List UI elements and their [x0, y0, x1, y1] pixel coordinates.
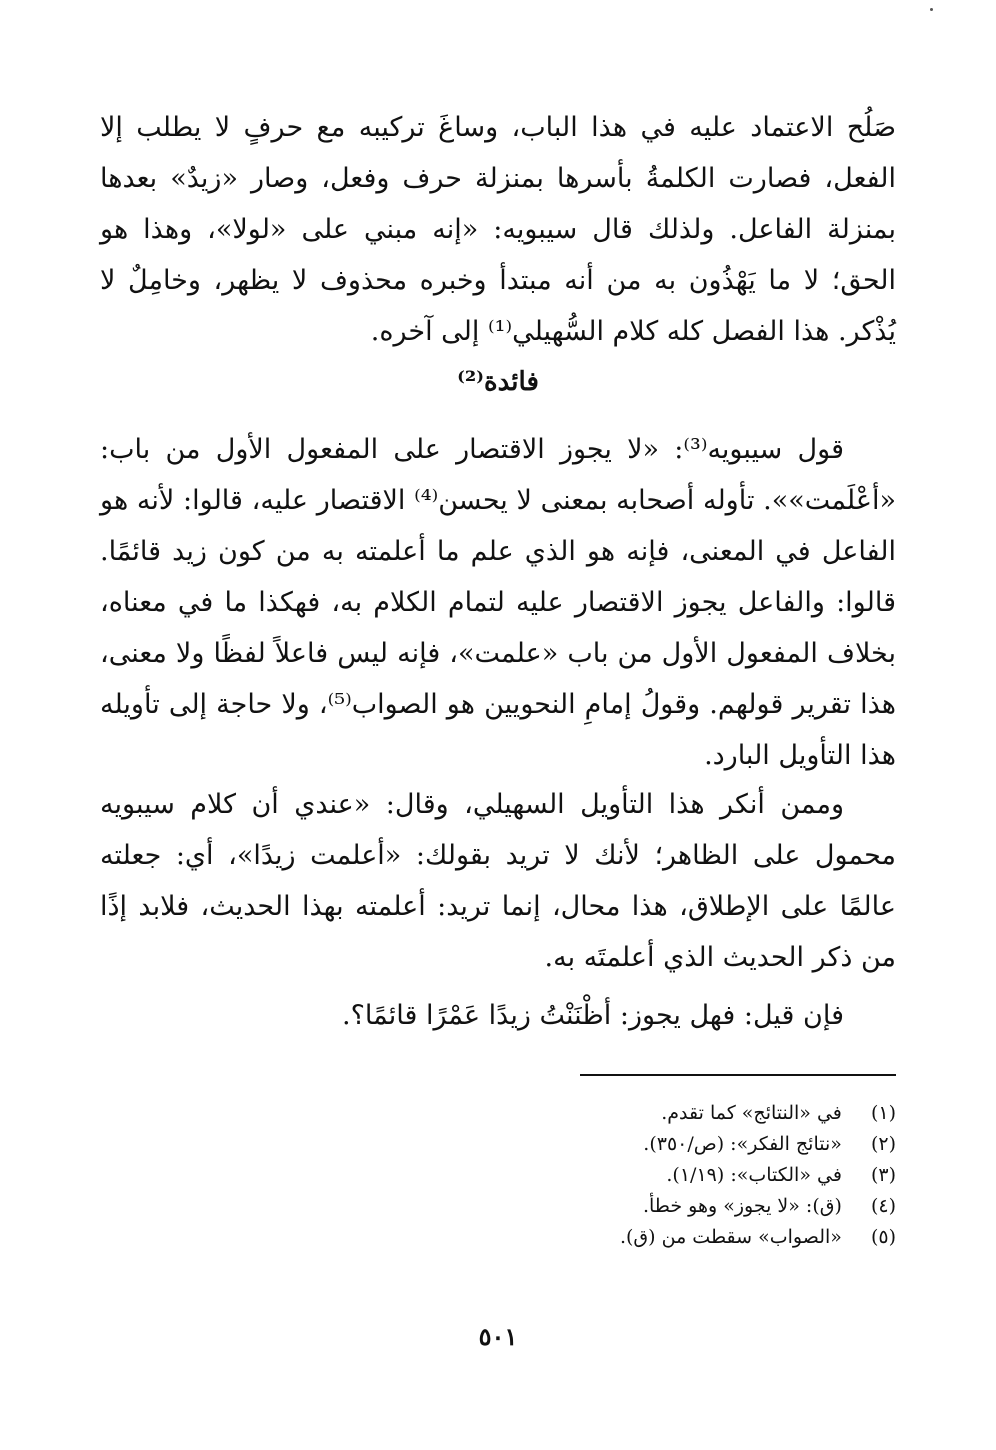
footnote-item [100, 1098, 896, 1129]
paragraph-sibawayh-quote: قول سيبويه⁽³⁾: «لا يجوز الاقتصار على المفعول الأول من باب: «أعْلَمت»». تأوله أصحابه بمعنى لا يحسن⁽⁴⁾ الاقتصار عليه، قالوا: لأنه هو الفاعل في المعنى، فإنه هو الذي علم ما أعلمته به من كون زيد قائمًا. قالوا: والفاعل يجوز الاقتصار عليه لتمام الكلام به، فهكذا ما في معناه، بخلاف المفعول الأول من باب «علمت»، فإنه ليس فاعلاً لفظًا ولا معنى، هذا تقرير قولهم. وقولُ إمامِ النحويين هو الصواب⁽⁵⁾، ولا حاجة إلى تأويله هذا التأويل البارد. [100, 434, 896, 771]
section-heading: فائدة⁽²⁾ [457, 367, 539, 397]
footnote-text: في «النتائج» كما تقدم. [661, 1102, 842, 1124]
footnote-item [100, 1129, 896, 1160]
footnote-divider [580, 1074, 896, 1076]
footnote-number: (٢) [870, 1133, 896, 1155]
footnote-text: (ق): «لا يجوز» وهو خطأ. [642, 1195, 842, 1217]
footnote-number: (٥) [870, 1226, 896, 1248]
footnote-item [100, 1191, 896, 1222]
footnote-number: (٤) [870, 1195, 896, 1217]
footnote-number: (١) [870, 1102, 896, 1124]
footnote-text: «الصواب» سقطت من (ق). [619, 1226, 842, 1248]
footnotes-list [100, 1098, 896, 1253]
footnote-text: «نتائج الفكر»: (ص/٣٥٠). [643, 1133, 842, 1155]
page-number: ٥٠١ [478, 1322, 518, 1351]
paragraph-question: فإن قيل: فهل يجوز: أظْنَنْتُ زيدًا عَمْرًا قائمًا؟. [341, 1000, 844, 1031]
footnote-number: (٣) [870, 1164, 896, 1186]
paragraph-continuation: صَلُح الاعتماد عليه في هذا الباب، وساغَ تركيبه مع حرفٍ لا يطلب إلا الفعل، فصارت الكلمةُ بأسرها بمنزلة حرف وفعل، وصار «زيدٌ» بعدها بمنزلة الفاعل. ولذلك قال سيبويه: «إنه مبني على «لولا»، وهذا هو الحق؛ لا ما يَهْذُون به من أنه مبتدأ وخبره محذوف لا يظهر، وخامِلٌ لا يُذْكر. هذا الفصل كله كلام السُّهيلي⁽¹⁾ إلى آخره. [100, 112, 896, 347]
paragraph-suhayli-objection: وممن أنكر هذا التأويل السهيلي، وقال: «عندي أن كلام سيبويه محمول على الظاهر؛ لأنك لا تريد بقولك: «أعلمت زيدًا»، أي: جعلته عالمًا على الإطلاق، هذا محال، إنما تريد: أعلمته بهذا الحديث، فلابد إذًا من ذكر الحديث الذي أعلمتَه به. [100, 789, 896, 973]
footnote-text: في «الكتاب»: (١/١٩). [666, 1164, 842, 1186]
scan-speck [930, 8, 933, 11]
footnote-item [100, 1160, 896, 1191]
footnote-item [100, 1222, 896, 1253]
